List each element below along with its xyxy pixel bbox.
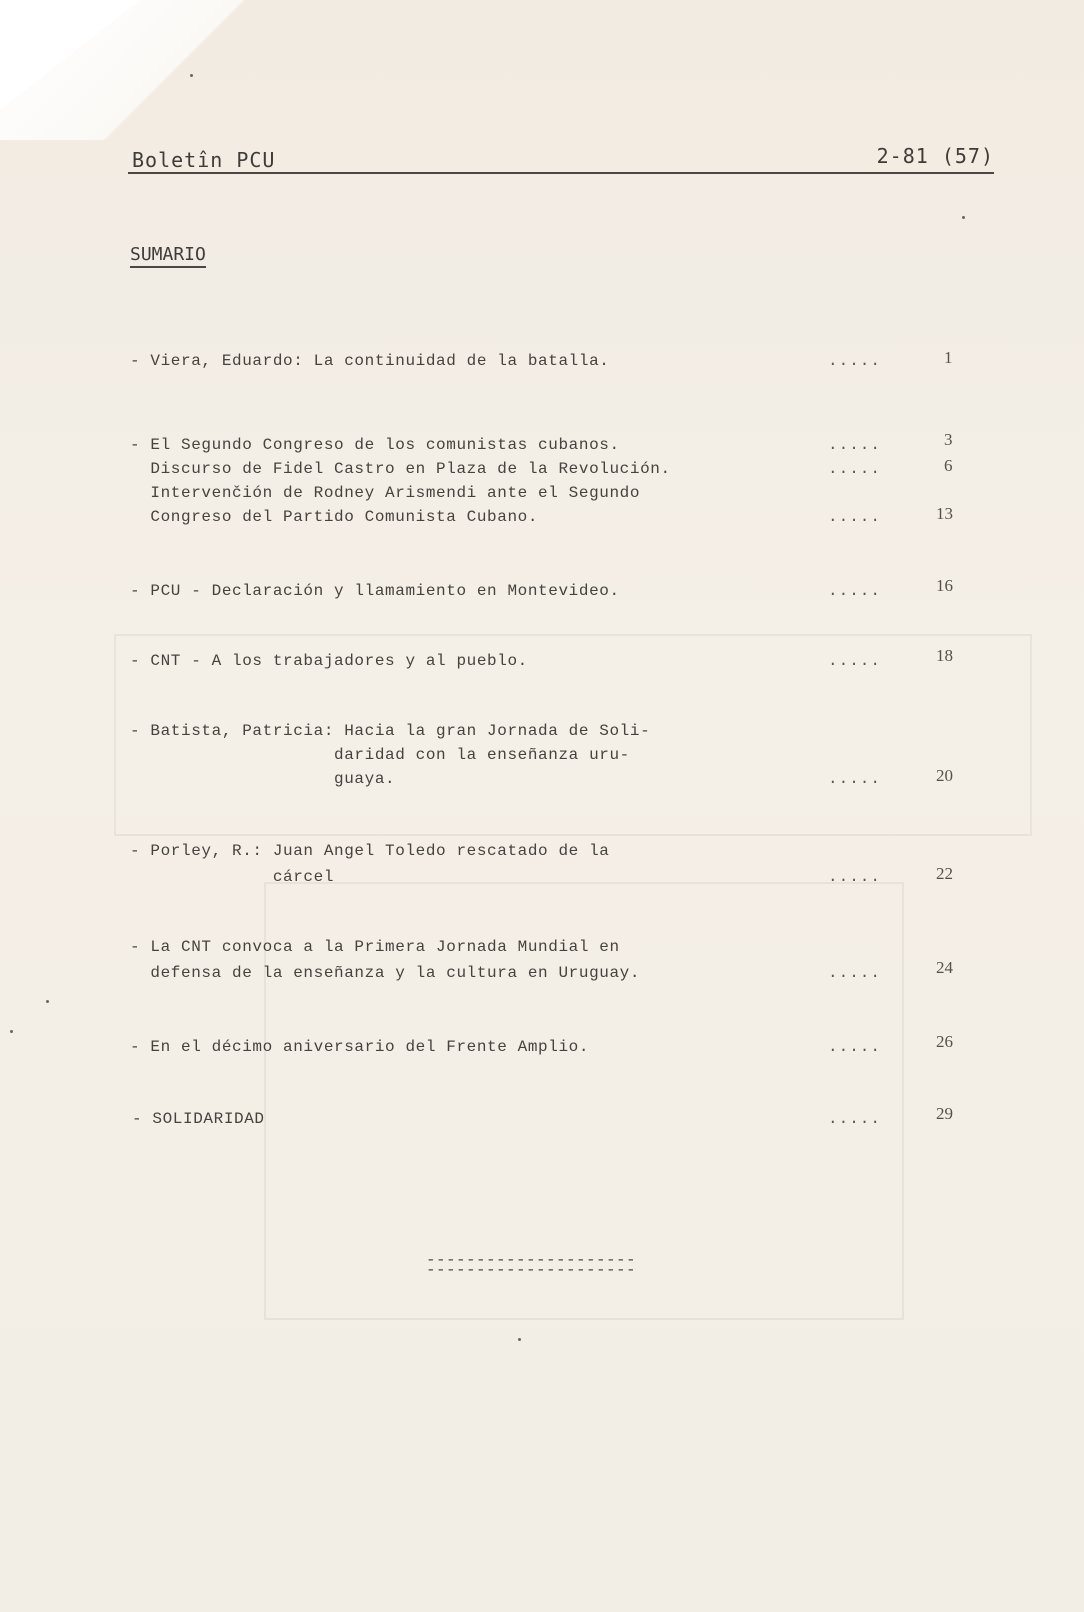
entry-text: daridad con la enseñanza uru- xyxy=(130,746,630,764)
issue-number: 2-81 (57) xyxy=(876,144,994,168)
entry-text: cárcel xyxy=(130,868,335,886)
bulletin-title: Boletîn PCU xyxy=(132,148,276,172)
entry-text: - CNT - A los trabajadores y al pueblo. xyxy=(130,652,528,670)
page-header xyxy=(128,140,994,174)
page-number: 3 xyxy=(944,430,953,449)
paper-speck xyxy=(190,74,193,77)
entry-text: - La CNT convoca a la Primera Jornada Mundial en xyxy=(130,938,620,956)
leader-dots: ..... xyxy=(828,508,882,526)
page-number: 29 xyxy=(936,1104,953,1123)
leader-dots: ..... xyxy=(828,582,882,600)
page-number: 20 xyxy=(936,766,953,785)
leader-dots: ..... xyxy=(828,652,882,670)
page-number: 18 xyxy=(936,646,953,665)
entry-text: Intervenčión de Rodney Arismendi ante el Segundo xyxy=(130,484,641,502)
entry-text: - PCU - Declaración y llamamiento en Montevideo. xyxy=(130,582,620,600)
page-number: 16 xyxy=(936,576,953,595)
entry-text: - En el décimo aniversario del Frente Amplio. xyxy=(130,1038,590,1056)
entry-text: - El Segundo Congreso de los comunistas cubanos. xyxy=(130,436,620,454)
page-number: 22 xyxy=(936,864,953,883)
paper-speck xyxy=(10,1030,13,1033)
leader-dots: ..... xyxy=(828,964,882,982)
paper-speck xyxy=(962,216,965,219)
entry-text: - Batista, Patricia: Hacia la gran Jornada de Soli- xyxy=(130,722,651,740)
page-number: 6 xyxy=(944,456,953,475)
leader-dots: ..... xyxy=(828,460,882,478)
leader-dots: ..... xyxy=(828,770,882,788)
summary-heading: SUMARIO xyxy=(130,244,206,268)
paper-speck xyxy=(518,1338,521,1341)
page-number: 13 xyxy=(936,504,953,523)
entry-text: - SOLIDARIDAD xyxy=(132,1110,265,1128)
entry-text: Congreso del Partido Comunista Cubano. xyxy=(130,508,539,526)
entry-text: - Porley, R.: Juan Angel Toledo rescatado de la xyxy=(130,842,610,860)
leader-dots: ..... xyxy=(828,1110,882,1128)
page-number: 26 xyxy=(936,1032,953,1051)
leader-dots: ..... xyxy=(828,1038,882,1056)
entry-text: defensa de la enseñanza y la cultura en Uruguay. xyxy=(130,964,641,982)
entry-text: guaya. xyxy=(130,770,396,788)
page-number: 1 xyxy=(944,348,953,367)
leader-dots: ..... xyxy=(828,352,882,370)
entry-text: Discurso de Fidel Castro en Plaza de la Revolución. xyxy=(130,460,671,478)
folded-corner-tip xyxy=(0,0,140,110)
paper-speck xyxy=(46,1000,49,1003)
entry-text: - Viera, Eduardo: La continuidad de la batalla. xyxy=(130,352,610,370)
leader-dots: ..... xyxy=(828,436,882,454)
closing-rule: --------------------- --------------------- xyxy=(426,1251,637,1279)
page-number: 24 xyxy=(936,958,953,977)
leader-dots: ..... xyxy=(828,868,882,886)
